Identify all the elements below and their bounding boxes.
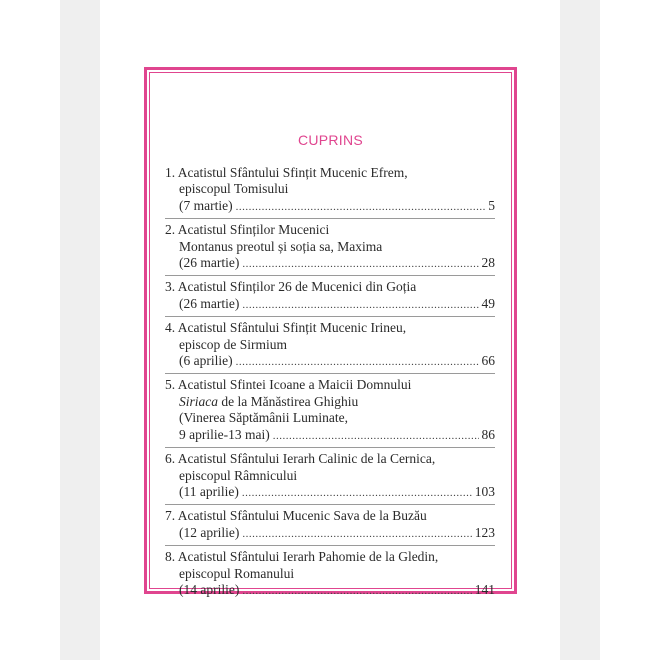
toc-entry-8 [165,549,495,602]
dot-leader [273,428,479,444]
entry-date: (26 martie) [179,295,240,311]
dot-leader [236,354,479,370]
entry-date: (26 martie) [179,255,240,271]
entry-date-line [165,255,495,272]
entry-date-line [165,427,495,444]
table-of-contents [165,165,495,605]
page-title: CUPRINS [297,132,364,148]
toc-entry-3 [165,279,495,317]
entry-subtitle: episcopul Tomisului [179,181,289,197]
toc-entry-7 [165,508,495,546]
entry-date-line [165,525,495,542]
entry-date: (12 aprilie) [179,524,240,540]
entry-page-number: 141 [474,581,495,597]
entry-date: (14 aprilie) [179,581,240,597]
left-margin-strip [60,0,100,660]
entry-title: 4. Acatistul Sfântului Sfințit Mucenic Irineu, [165,320,407,336]
entry-date: (7 martie) [179,197,233,213]
toc-entry-6 [165,451,495,505]
entry-title: 3. Acatistul Sfinților 26 de Mucenici din Goția [165,279,417,295]
entry-title: 1. Acatistul Sfântului Sfințit Mucenic Efrem, [165,165,408,180]
entry-date: (11 aprilie) [179,483,239,499]
entry-date-line [165,484,495,501]
entry-page-number: 123 [474,524,495,540]
toc-entry-1 [165,165,495,219]
right-margin-strip [560,0,600,660]
entry-page-number: 5 [488,197,495,213]
toc-entry-4 [165,320,495,374]
entry-page-number: 28 [481,255,495,271]
entry-title: 5. Acatistul Sfintei Icoane a Maicii Domnului [165,377,412,393]
dot-leader [242,256,478,272]
entry-page-number: 66 [481,353,495,369]
entry-subtitle: episcopul Râmnicului [179,467,298,483]
dot-leader [242,526,471,542]
entry-date-line [165,296,495,313]
entry-date-line [165,353,495,370]
entry-subtitle: Montanus preotul și soția sa, Maxima [179,238,383,254]
entry-page-number: 86 [481,426,495,442]
entry-date: (6 aprilie) [179,353,233,369]
entry-subtitle-rest: de la Mănăstirea Ghighiu [218,393,359,409]
icon-name-italic: Siriaca [179,393,218,409]
entry-subtitle: episcopul Romanului [179,565,295,581]
entry-title: 2. Acatistul Sfinților Mucenici [165,222,330,238]
entry-subtitle-2: (Vinerea Săptămânii Luminate, [179,410,349,426]
entry-title: 8. Acatistul Sfântului Ierarh Pahomie de la Gledin, [165,549,439,565]
dot-leader [242,485,472,501]
dot-leader [242,297,478,313]
entry-date-line [165,198,495,215]
toc-entry-2 [165,222,495,276]
entry-title: 7. Acatistul Sfântului Mucenic Sava de la Buzău [165,508,427,524]
entry-subtitle: episcop de Sirmium [179,336,287,352]
dot-leader [236,199,486,215]
entry-page-number: 49 [481,295,495,311]
dot-leader [242,583,471,599]
entry-date-line [165,582,495,599]
entry-date: 9 aprilie-13 mai) [179,426,270,442]
entry-subtitle [165,394,495,410]
toc-entry-5 [165,377,495,448]
entry-title: 6. Acatistul Sfântului Ierarh Calinic de la Cernica, [165,451,436,467]
entry-page-number: 103 [474,483,495,499]
